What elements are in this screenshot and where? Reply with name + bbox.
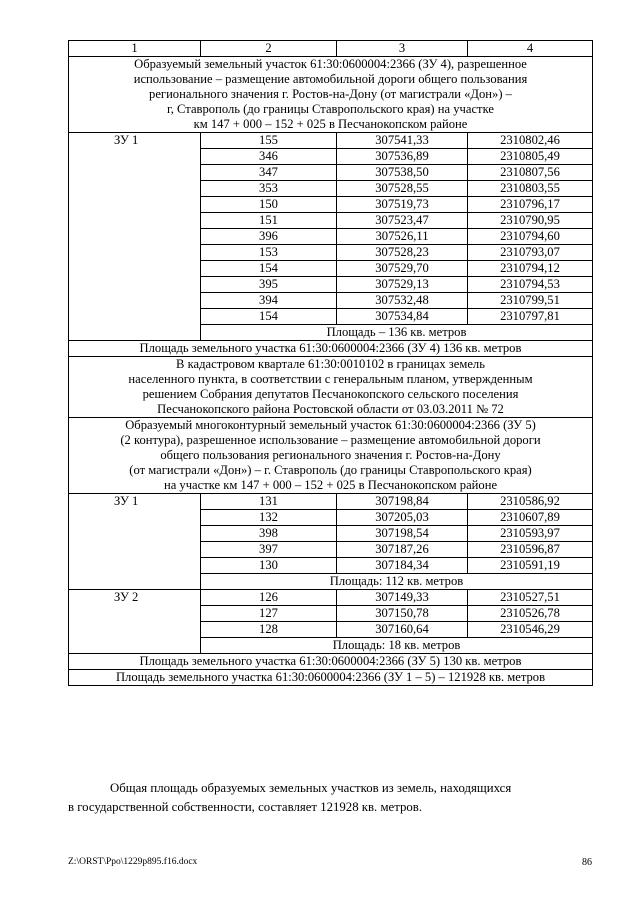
x-coordinate: 307149,33 bbox=[337, 590, 468, 606]
y-coordinate: 2310607,89 bbox=[468, 510, 593, 526]
parcel-area: Площадь: 112 кв. метров bbox=[201, 574, 593, 590]
coordinate-row bbox=[69, 590, 593, 606]
section2-title-line: (от магистрали «Дон») – г. Ставрополь (до границы Ставропольского края) bbox=[129, 463, 532, 477]
parcel-label: ЗУ 1 bbox=[69, 133, 201, 341]
section2-title-line: общего пользования регионального значения г. Ростов-на-Дону bbox=[160, 448, 501, 462]
y-coordinate: 2310802,46 bbox=[468, 133, 593, 149]
y-coordinate: 2310526,78 bbox=[468, 606, 593, 622]
column-number-1: 1 bbox=[69, 41, 201, 57]
point-number: 128 bbox=[201, 622, 337, 638]
x-coordinate: 307198,84 bbox=[337, 494, 468, 510]
x-coordinate: 307523,47 bbox=[337, 213, 468, 229]
section2-total: Площадь земельного участка 61:30:0600004:2366 (ЗУ 5) 130 кв. метров bbox=[69, 654, 593, 670]
section2-title-line: (2 контура), разрешенное использование – размещение автомобильной дороги bbox=[120, 433, 541, 447]
point-number: 127 bbox=[201, 606, 337, 622]
coordinate-row bbox=[69, 133, 593, 149]
column-number-4: 4 bbox=[468, 41, 593, 57]
x-coordinate: 307541,33 bbox=[337, 133, 468, 149]
footer-page-number: 86 bbox=[582, 857, 592, 868]
y-coordinate: 2310803,55 bbox=[468, 181, 593, 197]
x-coordinate: 307184,34 bbox=[337, 558, 468, 574]
parcel-area: Площадь: 18 кв. метров bbox=[201, 638, 593, 654]
y-coordinate: 2310794,12 bbox=[468, 261, 593, 277]
x-coordinate: 307150,78 bbox=[337, 606, 468, 622]
section1-title-line: регионального значения г. Ростов-на-Дону (от магистрали «Дон») – bbox=[149, 87, 512, 101]
point-number: 396 bbox=[201, 229, 337, 245]
section1-title-line: км 147 + 000 – 152 + 025 в Песчанокопском районе bbox=[193, 117, 468, 131]
x-coordinate: 307529,13 bbox=[337, 277, 468, 293]
summary-line: в государственной собственности, составляет 121928 кв. метров. bbox=[68, 800, 423, 814]
footer-file-path: Z:\ORST\Ppo\1229p895.f16.docx bbox=[68, 857, 198, 867]
parcel-label: ЗУ 1 bbox=[69, 494, 201, 590]
point-number: 394 bbox=[201, 293, 337, 309]
cadastral-quarter-line: Песчанокопского района Ростовской области от 03.03.2011 № 72 bbox=[157, 402, 504, 416]
point-number: 150 bbox=[201, 197, 337, 213]
cadastral-quarter-line: решением Собрания депутатов Песчанокопского сельского поселения bbox=[142, 387, 519, 401]
point-number: 154 bbox=[201, 309, 337, 325]
x-coordinate: 307528,55 bbox=[337, 181, 468, 197]
point-number: 154 bbox=[201, 261, 337, 277]
grand-total-row bbox=[69, 670, 593, 686]
y-coordinate: 2310790,95 bbox=[468, 213, 593, 229]
x-coordinate: 307160,64 bbox=[337, 622, 468, 638]
cadastral-quarter bbox=[69, 357, 593, 418]
y-coordinate: 2310593,97 bbox=[468, 526, 593, 542]
y-coordinate: 2310807,56 bbox=[468, 165, 593, 181]
section1-title-row bbox=[69, 57, 593, 133]
section2-total-row bbox=[69, 654, 593, 670]
parcel-label: ЗУ 2 bbox=[69, 590, 201, 654]
coordinate-row bbox=[69, 494, 593, 510]
section1-title-line: г, Ставрополь (до границы Ставропольского края) на участке bbox=[167, 102, 494, 116]
cadastral-quarter-line: населенного пункта, в соответствии с генеральным планом, утвержденным bbox=[128, 372, 533, 386]
section2-title-row bbox=[69, 418, 593, 494]
x-coordinate: 307526,11 bbox=[337, 229, 468, 245]
column-number-2: 2 bbox=[201, 41, 337, 57]
column-number-row bbox=[69, 41, 593, 57]
y-coordinate: 2310805,49 bbox=[468, 149, 593, 165]
x-coordinate: 307529,70 bbox=[337, 261, 468, 277]
y-coordinate: 2310527,51 bbox=[468, 590, 593, 606]
x-coordinate: 307198,54 bbox=[337, 526, 468, 542]
summary-line: Общая площадь образуемых земельных участков из земель, находящихся bbox=[110, 781, 512, 795]
section1-title bbox=[69, 57, 593, 133]
parcel-area: Площадь – 136 кв. метров bbox=[201, 325, 593, 341]
point-number: 395 bbox=[201, 277, 337, 293]
summary-paragraph bbox=[68, 779, 592, 817]
section2-title bbox=[69, 418, 593, 494]
y-coordinate: 2310799,51 bbox=[468, 293, 593, 309]
y-coordinate: 2310591,19 bbox=[468, 558, 593, 574]
y-coordinate: 2310794,53 bbox=[468, 277, 593, 293]
point-number: 398 bbox=[201, 526, 337, 542]
point-number: 155 bbox=[201, 133, 337, 149]
y-coordinate: 2310596,87 bbox=[468, 542, 593, 558]
point-number: 126 bbox=[201, 590, 337, 606]
y-coordinate: 2310793,07 bbox=[468, 245, 593, 261]
section1-title-line: использование – размещение автомобильной дороги общего пользования bbox=[133, 72, 528, 86]
point-number: 353 bbox=[201, 181, 337, 197]
section1-total: Площадь земельного участка 61:30:0600004:2366 (ЗУ 4) 136 кв. метров bbox=[69, 341, 593, 357]
y-coordinate: 2310546,29 bbox=[468, 622, 593, 638]
x-coordinate: 307536,89 bbox=[337, 149, 468, 165]
cadastral-quarter-row bbox=[69, 357, 593, 418]
coordinates-table-body bbox=[69, 41, 593, 686]
x-coordinate: 307538,50 bbox=[337, 165, 468, 181]
point-number: 346 bbox=[201, 149, 337, 165]
coordinates-table bbox=[68, 40, 593, 686]
point-number: 131 bbox=[201, 494, 337, 510]
section2-title-line: Образуемый многоконтурный земельный участок 61:30:0600004:2366 (ЗУ 5) bbox=[125, 418, 536, 432]
cadastral-quarter-line: В кадастровом квартале 61:30:0010102 в границах земель bbox=[176, 357, 485, 371]
section1-title-line: Образуемый земельный участок 61:30:0600004:2366 (ЗУ 4), разрешенное bbox=[134, 57, 527, 71]
column-number-3: 3 bbox=[337, 41, 468, 57]
x-coordinate: 307187,26 bbox=[337, 542, 468, 558]
section1-total-row bbox=[69, 341, 593, 357]
grand-total: Площадь земельного участка 61:30:0600004:2366 (ЗУ 1 – 5) – 121928 кв. метров bbox=[69, 670, 593, 686]
point-number: 130 bbox=[201, 558, 337, 574]
y-coordinate: 2310796,17 bbox=[468, 197, 593, 213]
point-number: 397 bbox=[201, 542, 337, 558]
x-coordinate: 307519,73 bbox=[337, 197, 468, 213]
y-coordinate: 2310586,92 bbox=[468, 494, 593, 510]
section2-title-line: на участке км 147 + 000 – 152 + 025 в Песчанокопском районе bbox=[163, 478, 498, 492]
point-number: 153 bbox=[201, 245, 337, 261]
x-coordinate: 307205,03 bbox=[337, 510, 468, 526]
point-number: 151 bbox=[201, 213, 337, 229]
y-coordinate: 2310797,81 bbox=[468, 309, 593, 325]
x-coordinate: 307532,48 bbox=[337, 293, 468, 309]
y-coordinate: 2310794,60 bbox=[468, 229, 593, 245]
point-number: 132 bbox=[201, 510, 337, 526]
x-coordinate: 307528,23 bbox=[337, 245, 468, 261]
x-coordinate: 307534,84 bbox=[337, 309, 468, 325]
point-number: 347 bbox=[201, 165, 337, 181]
